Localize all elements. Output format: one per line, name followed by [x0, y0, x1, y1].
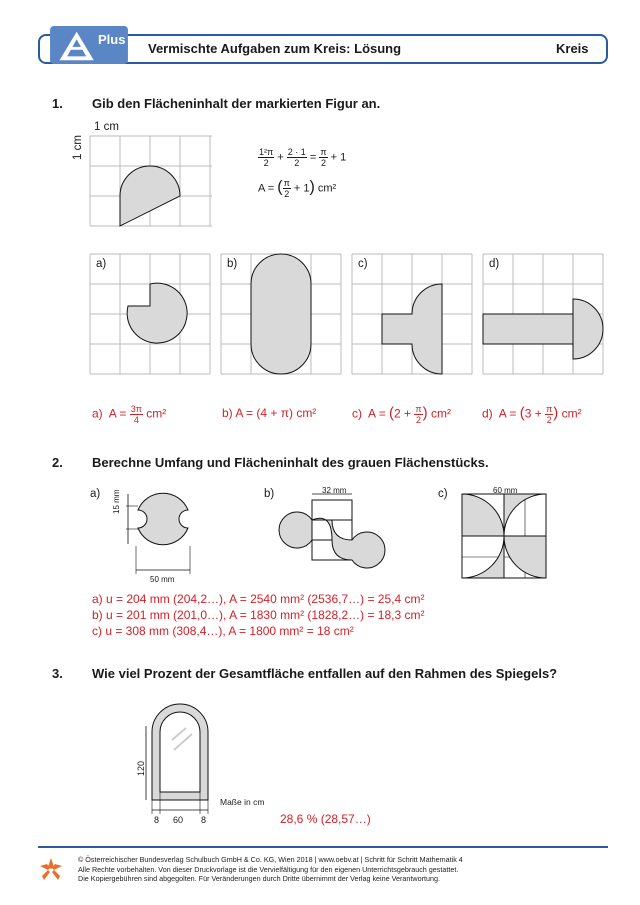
ans-c-unit: cm²	[430, 406, 451, 421]
q2-figure-c	[462, 494, 552, 584]
dim-right: 8	[201, 815, 207, 825]
dim-left: 8	[154, 815, 160, 825]
example-figure	[90, 136, 212, 228]
dim-c: 60 mm	[493, 486, 518, 495]
dim-mid: 60	[173, 815, 184, 825]
fig-label-a: a)	[96, 258, 107, 270]
figure-b	[221, 254, 343, 376]
ans-a-unit: cm²	[146, 406, 167, 421]
example-calculation	[258, 147, 346, 168]
ans-d-num: π	[546, 404, 553, 414]
q1-answer-c: c) A = (2 + $\frac{\pi}{2}$ ) cm²	[352, 404, 451, 425]
ans-d-prefix: A =	[498, 406, 517, 421]
q3-number: 3.	[52, 666, 63, 681]
f4-num: π	[283, 178, 290, 188]
q2-number: 2.	[52, 455, 63, 470]
ans-a-num: 3π	[130, 404, 142, 414]
example-result: A = ( $\frac{\pi}{2}$ + 1) cm²	[258, 178, 337, 199]
q3-answer: 28,6 % (28,57…)	[280, 812, 371, 826]
calc-eq: =	[309, 151, 317, 164]
footer-logo-icon	[40, 858, 62, 882]
dim-a-horizontal: 50 mm	[150, 575, 175, 584]
ans-d-pre: 3 +	[524, 406, 542, 421]
q3-text: Wie viel Prozent der Gesamtfläche entfallen auf den Rahmen des Spiegels?	[92, 666, 558, 681]
ans-d-label: d)	[482, 406, 493, 421]
result-suffix: cm²	[317, 182, 337, 195]
ans-a-label: a)	[92, 406, 103, 421]
q2-label-c: c)	[438, 488, 448, 500]
units-note: Maße in cm	[220, 797, 265, 807]
footer-rule	[38, 846, 608, 848]
mirror-figure	[130, 692, 230, 826]
f4-den: 2	[284, 189, 290, 199]
ans-a-den: 4	[133, 415, 139, 425]
result-prefix: A =	[258, 182, 275, 195]
footer-line-3: Die Kopiergebühren sind abgegolten. Für Veränderungen durch Dritte übernimmt der Verlag keine Verantwortung.	[78, 874, 440, 883]
calc-rest: + 1	[330, 151, 347, 164]
q2-answer-b: b) u = 201 mm (201,0…), A = 1830 mm² (1828,2…) = 18,3 cm²	[92, 608, 425, 622]
ans-c-label: c)	[352, 406, 362, 421]
ans-a-prefix: A =	[108, 406, 127, 421]
dim-height: 120	[136, 760, 146, 776]
q2-text: Berechne Umfang und Flächeninhalt des grauen Flächenstücks.	[92, 455, 489, 470]
q1-answer-d: d) A = (3 + $\frac{\pi}{2}$ ) cm²	[482, 404, 582, 425]
q1-number: 1.	[52, 96, 63, 111]
logo-text: Plus	[98, 32, 126, 47]
f2-num: 2 · 1	[287, 147, 306, 157]
f3-den: 2	[320, 158, 326, 168]
f1-num: 1²π	[259, 147, 274, 157]
ans-c-den: 2	[416, 415, 422, 425]
figure-a	[90, 254, 212, 376]
q2-figure-a	[110, 484, 210, 584]
ans-c-prefix: A =	[368, 406, 386, 421]
figure-d	[483, 254, 605, 376]
footer-text	[78, 855, 598, 884]
q2-figure-b	[290, 492, 390, 592]
fig-label-d: d)	[489, 258, 500, 270]
calc-plus: +	[277, 151, 284, 164]
ans-c-num: π	[415, 404, 422, 414]
fig-label-c: c)	[358, 258, 368, 270]
q2-answer-c: c) u = 308 mm (308,4…), A = 1800 mm² = 18 cm²	[92, 624, 354, 638]
fig-label-b: b)	[227, 258, 238, 270]
q2-answers	[92, 591, 424, 639]
footer-line-1: © Österreichischer Bundesverlag Schulbuch GmbH & Co. KG, Wien 2018 | www.oebv.at | Schritt für Schritt Mathematik 4	[78, 855, 463, 864]
q2-label-b: b)	[264, 488, 275, 500]
f1-den: 2	[263, 158, 269, 168]
ans-d-unit: cm²	[561, 406, 582, 421]
ans-d-den: 2	[546, 415, 552, 425]
q2-label-a: a)	[90, 488, 101, 500]
figure-c	[352, 254, 474, 376]
page-title: Vermischte Aufgaben zum Kreis: Lösung	[148, 41, 402, 56]
q1-text: Gib den Flächeninhalt der markierten Figur an.	[92, 96, 381, 111]
unit-x-label: 1 cm	[94, 121, 119, 133]
unit-y-label: 1 cm	[72, 135, 84, 160]
q1-answer-a	[92, 404, 166, 425]
footer-line-2: Alle Rechte vorbehalten. Von dieser Druckvorlage ist die Vervielfältigung für den eigenen Unterrichtsgebrauch gestattet.	[78, 864, 459, 874]
q2-answer-a: a) u = 204 mm (204,2…), A = 2540 mm² (2536,7…) = 25,4 cm²	[92, 592, 425, 606]
f3-num: π	[320, 147, 327, 157]
dim-a-vertical: 15 mm	[112, 489, 121, 514]
dim-b: 32 mm	[322, 486, 347, 495]
f2-den: 2	[294, 158, 300, 168]
subject-label: Kreis	[556, 41, 589, 56]
q1-answer-b: b) A = (4 + π) cm²	[222, 406, 317, 420]
ans-c-pre: 2 +	[394, 406, 412, 421]
